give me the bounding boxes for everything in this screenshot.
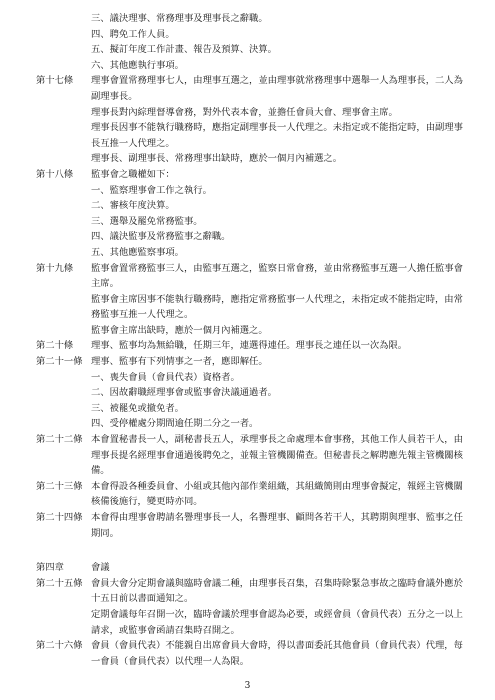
page-number: 3 (244, 681, 251, 691)
list-item: 二、審核年度決算。 (91, 200, 175, 212)
article-text: 會員大會分定期會議與臨時會議二種，由理事長召集，召集時除緊急事故之臨時會議外應於十五日前以書面通知之。 (91, 577, 463, 605)
article-18 (0, 167, 495, 183)
article-20 (0, 338, 495, 354)
list-item: 六、其他應執行事項。 (91, 59, 184, 71)
article-text: 監事會之職權如下： (91, 168, 175, 180)
list-item: 五、其他應監察事項。 (91, 246, 184, 258)
article-21 (0, 354, 495, 370)
paragraph: 理事長對內綜理督導會務，對外代表本會，並擔任會員大會、理事會主席。 (91, 106, 398, 118)
article-label: 第二十條 (36, 340, 74, 352)
article-text: 理事、監事均為無給職，任期三年，連選得連任。理事長之連任以一次為限。 (91, 340, 408, 352)
article-text: 本會得由理事會聘請名譽理事長一人，名譽理事、顧問各若干人，其聘期與理事、監事之任期同。 (91, 512, 463, 539)
article-label: 第二十五條 (36, 577, 83, 589)
paragraph: 監事會主席因事不能執行職務時，應指定常務監事一人代理之，未指定或不能指定時，由常務監事互推一人代理之。 (91, 293, 463, 321)
article-26 (0, 638, 495, 669)
article-25 (0, 576, 495, 607)
paragraph: 定期會議每年召開一次，臨時會議於理事會認為必要，或經會員（會員代表）五分之一以上請求，或監事會函請召集時召開之。 (91, 608, 463, 636)
chapter-heading (0, 560, 495, 576)
article-text: 理事會置常務理事七人，由理事互選之，並由理事就常務理事中選舉一人為理事長，二人為副理事長。 (91, 75, 463, 102)
article-text: 理事、監事有下列情事之一者，應即解任。 (91, 356, 268, 368)
chapter-title: 會議 (91, 562, 110, 574)
article-label: 第十七條 (36, 75, 74, 87)
list-item: 一、監察理事會工作之執行。 (91, 184, 212, 196)
list-item: 四、議決監事及常務監事之辭職。 (91, 231, 231, 243)
article-text: 本會置秘書長一人，副秘書長五人，承理事長之命處理本會事務，其他工作人員若干人，由理事長提名經理事會通過後聘免之，並報主管機關備查。但秘書長之解聘應先報主管機關核備。 (91, 434, 463, 477)
section-gap (0, 541, 495, 560)
list-item: 三、選舉及罷免常務監事。 (91, 215, 203, 227)
article-24 (0, 510, 495, 541)
list-item: 一、喪失會員（會員代表）資格者。 (91, 371, 240, 383)
document-page (0, 11, 495, 669)
list-item: 五、擬訂年度工作計畫、報告及預算、決算。 (91, 44, 277, 56)
article-label: 第二十一條 (36, 356, 83, 368)
chapter-label: 第四章 (36, 562, 64, 574)
article-label: 第二十三條 (36, 480, 83, 492)
list-item: 三、被罷免或撤免者。 (91, 402, 184, 414)
article-19 (0, 261, 495, 292)
paragraph: 理事長、副理事長、常務理事出缺時，應於一個月內補選之。 (91, 153, 343, 165)
list-item: 四、聘免工作人員。 (91, 28, 175, 40)
article-22 (0, 432, 495, 479)
article-label: 第二十六條 (36, 640, 83, 652)
article-text: 本會得設各種委員會、小組或其他內部作業組織，其組織簡則由理事會擬定，報經主管機關核備後施行，變更時亦同。 (91, 480, 463, 508)
article-label: 第十八條 (36, 168, 74, 180)
article-text: 會員（會員代表）不能親自出席會員大會時，得以書面委託其他會員（會員代表）代理，每一會員（會員代表）以代理一人為限。 (91, 640, 463, 667)
article-label: 第二十二條 (36, 434, 83, 446)
article-23 (0, 479, 495, 510)
paragraph: 理事長因事不能執行職務時，應指定副理事長一人代理之。未指定或不能指定時，由副理事長互推一人代理之。 (91, 122, 463, 149)
list-item: 四、受停權處分期間逾任期二分之一者。 (91, 418, 259, 430)
paragraph: 監事會主席出缺時，應於一個月內補選之。 (91, 324, 268, 336)
article-label: 第二十四條 (36, 512, 83, 523)
list-item: 二、因故辭職經理事會或監事會決議通過者。 (91, 387, 277, 399)
article-label: 第十九條 (36, 262, 74, 274)
list-item: 三、議決理事、常務理事及理事長之辭職。 (91, 13, 268, 24)
article-text: 監事會置常務監事三人，由監事互選之，監察日常會務，並由常務監事互選一人擔任監事會主席。 (91, 262, 463, 290)
article-17 (0, 73, 495, 104)
